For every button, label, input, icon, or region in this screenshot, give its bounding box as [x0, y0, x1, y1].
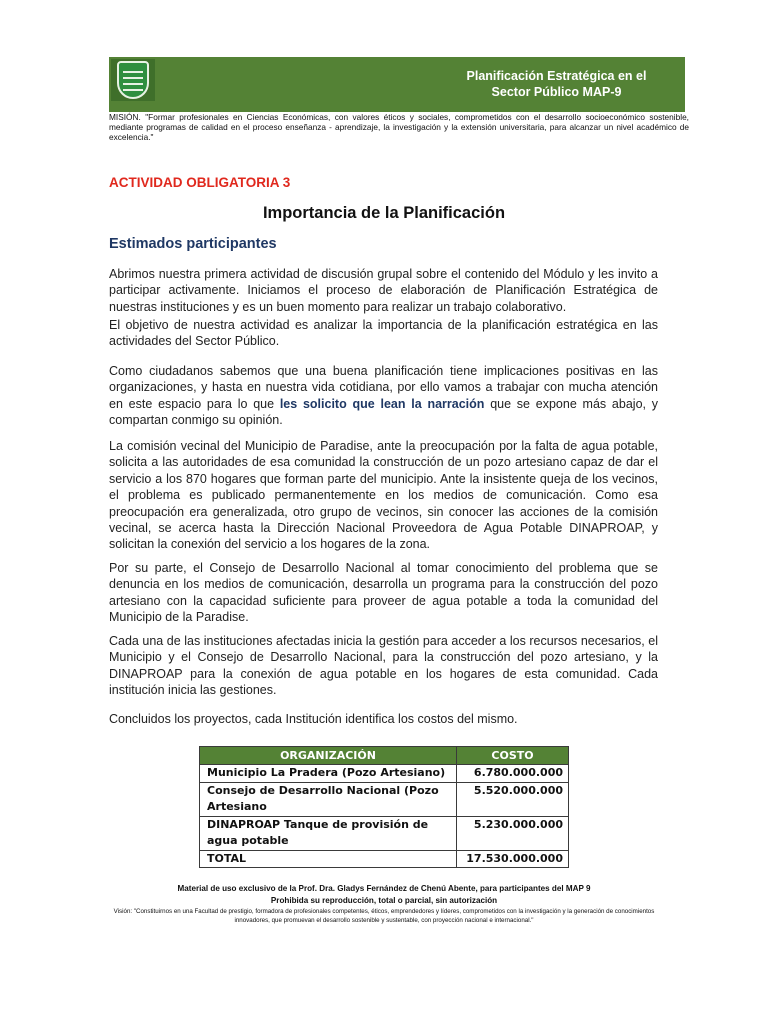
cell-cost: 6.780.000.000 [457, 765, 569, 783]
costs-table [199, 746, 569, 868]
column-header-organizacion: ORGANIZACIÓN [200, 747, 457, 765]
paragraph-request-end: que se expone más abajo, y compartan conmigo su opinión. [109, 396, 659, 428]
cell-total-value: 17.530.000.000 [457, 850, 569, 868]
paragraph-request-highlight: les solicito que lean la narración [279, 396, 485, 411]
document-footer [109, 883, 659, 925]
paragraph-narration-2: Por su parte, el Consejo de Desarrollo Nacional al tomar conocimiento del problema que se denuncia en los medios de comunicación, desarrolla un programa para la construcción del pozo artesiano con la capacidad suficiente para proveer de agua potable a toda la comunidad del Municipio de la Paradise. [109, 561, 658, 625]
page-title: Importancia de la Planificación [262, 204, 506, 222]
table-row [200, 782, 569, 816]
paragraph-intro: Abrimos nuestra primera actividad de discusión grupal sobre el contenido del Módulo y les invito a participar activamente. Iniciamos el proceso de elaboración de Planificación Estratégica de nuestras instituciones y es un buen momento para realizar un trabajo colaborativo. [109, 267, 658, 314]
column-header-costo: COSTO [457, 747, 569, 765]
header-title: Planificación Estratégica en el Sector Público MAP-9 [466, 69, 647, 99]
cell-cost: 5.520.000.000 [457, 782, 569, 816]
footer-copyright: Material de uso exclusivo de la Prof. Dra. Gladys Fernández de Chenú Abente, para participantes del MAP 9 [177, 884, 591, 893]
table-row [200, 765, 569, 783]
paragraph-request [109, 363, 658, 429]
paragraph-narration-1: La comisión vecinal del Municipio de Paradise, ante la preocupación por la falta de agua potable, solicita a las autoridades de esa comunidad la construcción de un pozo artesiano capaz de dar el servicio a los 870 hogares que forman parte del municipio. Ante la insistente queja de los vecinos, el problema es publicado permanentemente en los medios de comunicación. Como esa preocupación era generalizada, otro grupo de vecinos, sin conocer las acciones de la comisión vecinal, se acerca hasta la Dirección Nacional Proveedora de Agua Potable DINAPROAP, y solicitan la conexión del servicio a los hogares de la zona. [109, 439, 658, 552]
table-total-row [200, 850, 569, 868]
paragraph-narration-3: Cada una de las instituciones afectadas inicia la gestión para acceder a los recursos necesarios, el Municipio y el Consejo de Desarrollo Nacional, para la construcción del pozo artesiano, y la DINAPROAP para la conexión de agua potable en los hogares de esta comunidad. Cada institución inicia las gestiones. [109, 634, 658, 698]
activity-label: ACTIVIDAD OBLIGATORIA 3 [109, 175, 291, 190]
faculty-logo [111, 59, 155, 101]
mision-statement: MISIÓN. "Formar profesionales en Ciencias Económicas, con valores éticos y sociales, comprometidos con el desarrollo socioeconómico sostenible, mediante programas de calidad en el proceso enseñanza - aprendizaje, la investigación y la extensión universitaria, para alcanzar un nivel académico de excelencia." [109, 112, 689, 142]
cell-organization: Consejo de Desarrollo Nacional (Pozo Artesiano [200, 782, 457, 816]
document-header [109, 57, 685, 112]
paragraph-request-start: Como ciudadanos sabemos que una buena planificación tiene implicaciones positivas en las organizaciones, y hasta en nuestra vida cotidiana, por ello vamos a trabajar con mucha atención en este espacio para lo que [109, 364, 658, 411]
greeting-heading: Estimados participantes [109, 236, 277, 252]
cell-total-label: TOTAL [200, 850, 457, 868]
footer-vision: Visión: "Constituirnos en una Facultad de prestigio, formadora de profesionales competentes, éticos, emprendedores y líderes, comprometidos con la investigación y la generación de conocimientos innovadores, que promuevan el desarrollo sostenible y sustentable, con proyección nacional e internacional." [113, 908, 655, 924]
paragraph-conclusion: Concluidos los proyectos, cada Institución identifica los costos del mismo. [109, 712, 518, 726]
shield-icon [117, 61, 149, 99]
cell-organization: DINAPROAP Tanque de provisión de agua potable [200, 816, 457, 850]
cell-cost: 5.230.000.000 [457, 816, 569, 850]
paragraph-objective: El objetivo de nuestra actividad es analizar la importancia de la planificación estratégica en las actividades del Sector Público. [109, 318, 658, 349]
table-row [200, 816, 569, 850]
table-header-row [200, 747, 569, 765]
footer-prohibition: Prohibida su reproducción, total o parcial, sin autorización [270, 896, 498, 905]
cell-organization: Municipio La Pradera (Pozo Artesiano) [200, 765, 457, 783]
